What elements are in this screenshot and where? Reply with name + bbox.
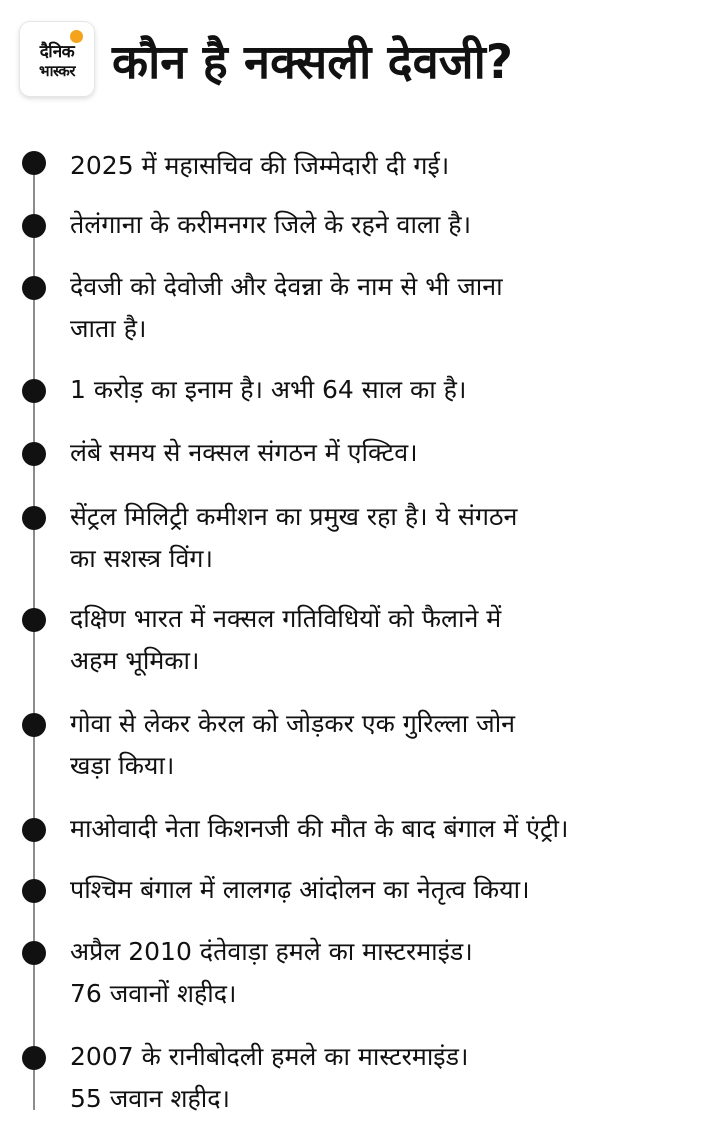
logo-text-line2: भास्कर bbox=[39, 62, 75, 80]
bullet-icon bbox=[22, 506, 46, 530]
list-item-line: तेलंगाना के करीमनगर जिले के रहने वाला है। bbox=[70, 210, 472, 239]
list-item-text bbox=[70, 931, 710, 1015]
bullet-icon bbox=[22, 379, 46, 403]
list-item-text bbox=[70, 432, 710, 474]
list-item-line: लंबे समय से नक्सल संगठन में एक्टिव। bbox=[70, 438, 418, 467]
list-item-line: देवजी को देवोजी और देवन्ना के नाम से भी जाना bbox=[70, 272, 503, 301]
bullet-icon bbox=[22, 214, 46, 238]
bullet-icon bbox=[22, 941, 46, 965]
list-item-line: 2025 में महासचिव की जिम्मेदारी दी गई। bbox=[70, 151, 450, 180]
page-title: कौन है नक्सली देवजी? bbox=[112, 35, 514, 90]
bullet-icon bbox=[22, 151, 46, 175]
logo-text-line1: दैनिक bbox=[39, 42, 75, 62]
list-item-line: 76 जवानों शहीद। bbox=[70, 979, 237, 1008]
bullet-icon bbox=[22, 442, 46, 466]
list-item-text bbox=[70, 145, 710, 187]
bullet-icon bbox=[22, 818, 46, 842]
bullet-icon bbox=[22, 608, 46, 632]
list-item-line: पश्चिम बंगाल में लालगढ़ आंदोलन का नेतृत्व किया। bbox=[70, 875, 530, 904]
list-item-line: अप्रैल 2010 दंतेवाड़ा हमले का मास्टरमाइंड। bbox=[70, 937, 473, 966]
list-item-text bbox=[70, 808, 710, 850]
bullet-icon bbox=[22, 713, 46, 737]
list-item-line: 55 जवान शहीद। bbox=[70, 1084, 231, 1113]
list-item-line: सेंट्रल मिलिट्री कमीशन का प्रमुख रहा है। ये संगठन bbox=[70, 502, 518, 531]
list-item-line: गोवा से लेकर केरल को जोड़कर एक गुरिल्ला जोन bbox=[70, 709, 516, 738]
list-item-text bbox=[70, 598, 710, 682]
bullet-icon bbox=[22, 879, 46, 903]
list-item-line: अहम भूमिका। bbox=[70, 646, 200, 675]
list-item-line: माओवादी नेता किशनजी की मौत के बाद बंगाल में एंट्री। bbox=[70, 814, 569, 843]
list-item-text bbox=[70, 369, 710, 411]
list-item-text bbox=[70, 1036, 710, 1120]
timeline-line bbox=[33, 160, 35, 1110]
list-item-line: दक्षिण भारत में नक्सल गतिविधियों को फैलाने में bbox=[70, 604, 502, 633]
list-item-line: खड़ा किया। bbox=[70, 751, 175, 780]
list-item-text bbox=[70, 204, 710, 246]
bullet-icon bbox=[22, 276, 46, 300]
list-item-line: का सशस्त्र विंग। bbox=[70, 544, 213, 573]
list-item-text bbox=[70, 869, 710, 911]
bullet-icon bbox=[22, 1046, 46, 1070]
list-item-text bbox=[70, 703, 710, 787]
list-item-text bbox=[70, 266, 710, 350]
list-item-line: 1 करोड़ का इनाम है। अभी 64 साल का है। bbox=[70, 375, 467, 404]
list-item-line: 2007 के रानीबोदली हमले का मास्टरमाइंड। bbox=[70, 1042, 469, 1071]
header bbox=[0, 0, 720, 118]
list-item-line: जाता है। bbox=[70, 314, 147, 343]
list-item-text bbox=[70, 496, 710, 580]
dainik-bhaskar-logo bbox=[20, 22, 94, 96]
